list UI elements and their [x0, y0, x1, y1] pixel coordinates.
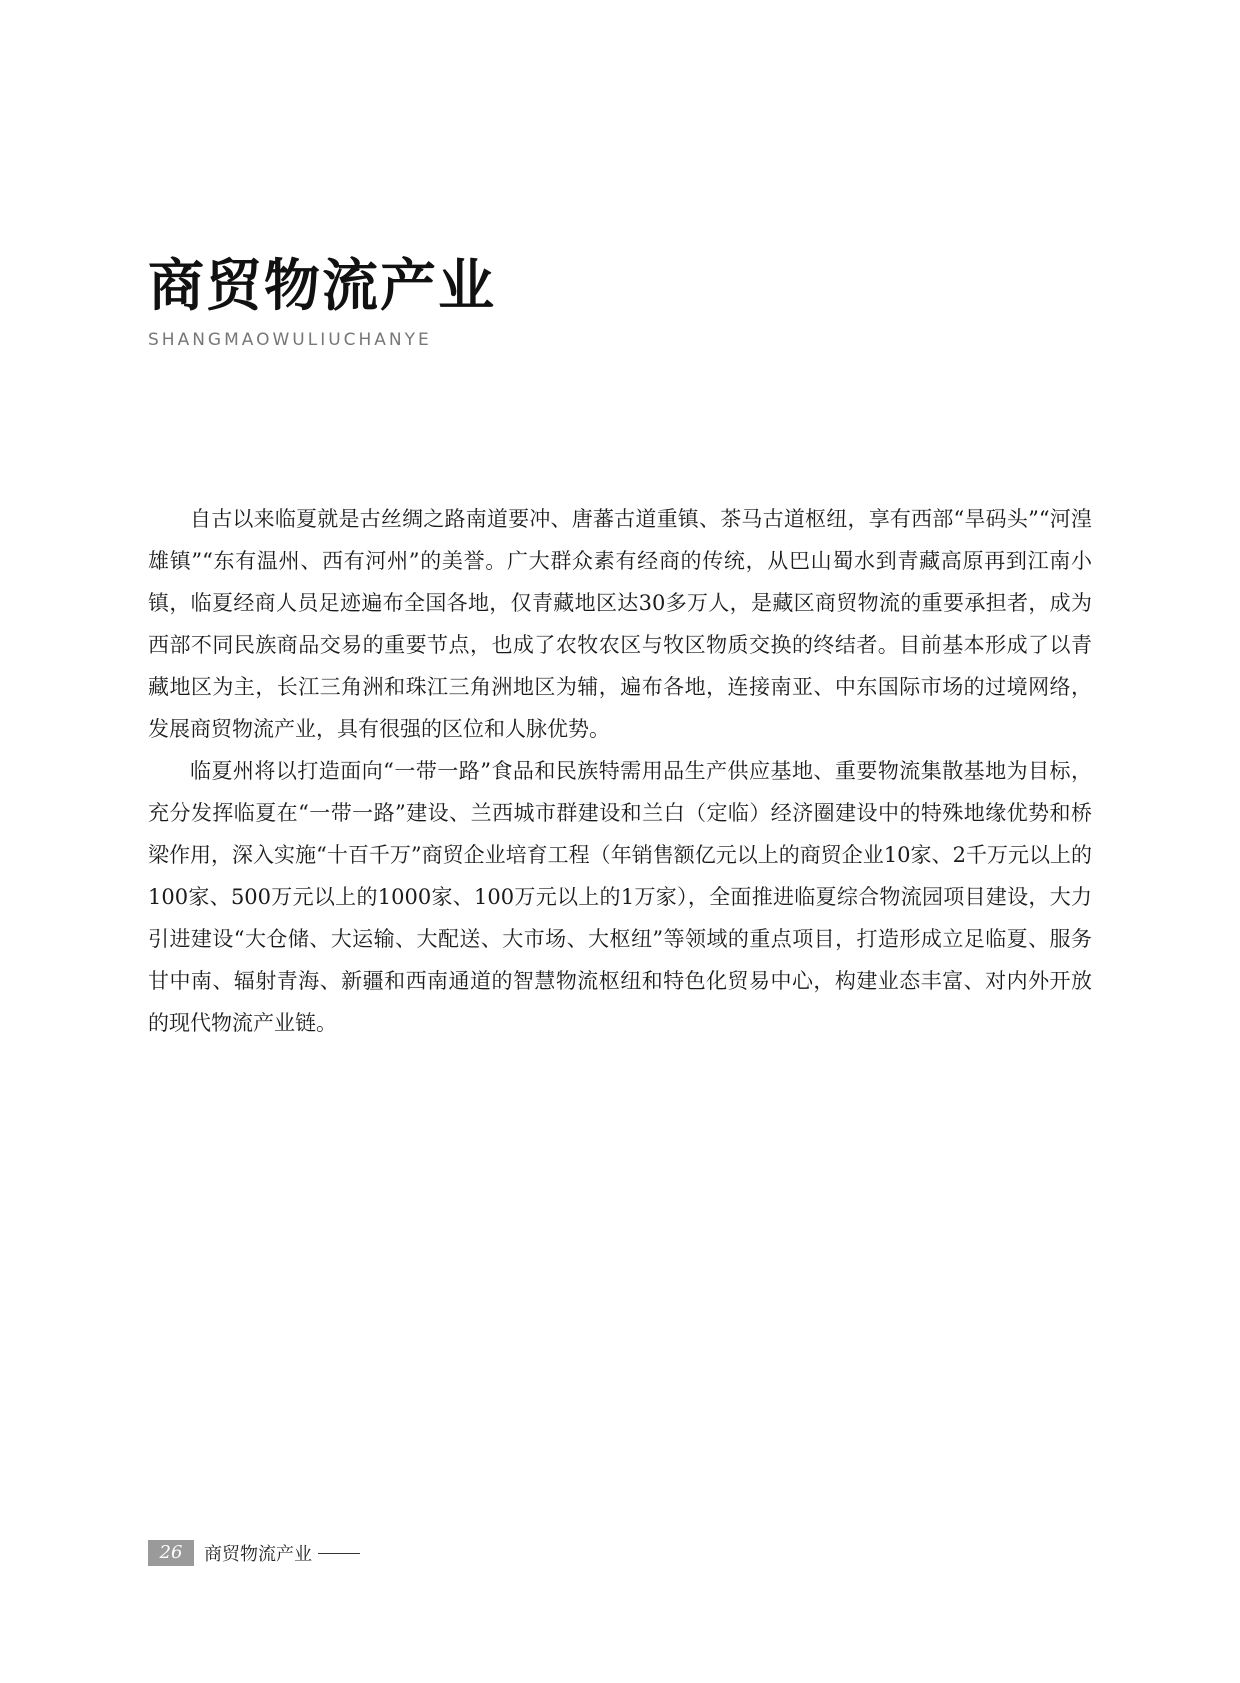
- page-title: 商贸物流产业: [148, 253, 496, 319]
- body-text: [148, 498, 1092, 1044]
- page-subtitle: SHANGMAOWULIUCHANYE: [148, 330, 432, 350]
- paragraph: 自古以来临夏就是古丝绸之路南道要冲、唐蕃古道重镇、茶马古道枢纽，享有西部“旱码头”“河湟雄镇”“东有温州、西有河州”的美誉。广大群众素有经商的传统，从巴山蜀水到青藏高原再到江南小镇，临夏经商人员足迹遍布全国各地，仅青藏地区达30多万人，是藏区商贸物流的重要承担者，成为西部不同民族商品交易的重要节点，也成了农牧农区与牧区物质交换的终结者。目前基本形成了以青藏地区为主，长江三角洲和珠江三角洲地区为辅，遍布各地，连接南亚、中东国际市场的过境网络，发展商贸物流产业，具有很强的区位和人脉优势。: [148, 507, 1092, 741]
- page-number: 26: [148, 1540, 194, 1566]
- footer-section-label: 商贸物流产业: [204, 1544, 312, 1565]
- footer-rule: [318, 1553, 360, 1554]
- paragraph: 临夏州将以打造面向“一带一路”食品和民族特需用品生产供应基地、重要物流集散基地为目标，充分发挥临夏在“一带一路”建设、兰西城市群建设和兰白（定临）经济圈建设中的特殊地缘优势和桥梁作用，深入实施“十百千万”商贸企业培育工程（年销售额亿元以上的商贸企业10家、2千万元以上的100家、500万元以上的1000家、100万元以上的1万家），全面推进临夏综合物流园项目建设，大力引进建设“大仓储、大运输、大配送、大市场、大枢纽”等领域的重点项目，打造形成立足临夏、服务甘中南、辐射青海、新疆和西南通道的智慧物流枢纽和特色化贸易中心，构建业态丰富、对内外开放的现代物流产业链。: [148, 759, 1092, 1035]
- page-footer: [148, 1538, 360, 1568]
